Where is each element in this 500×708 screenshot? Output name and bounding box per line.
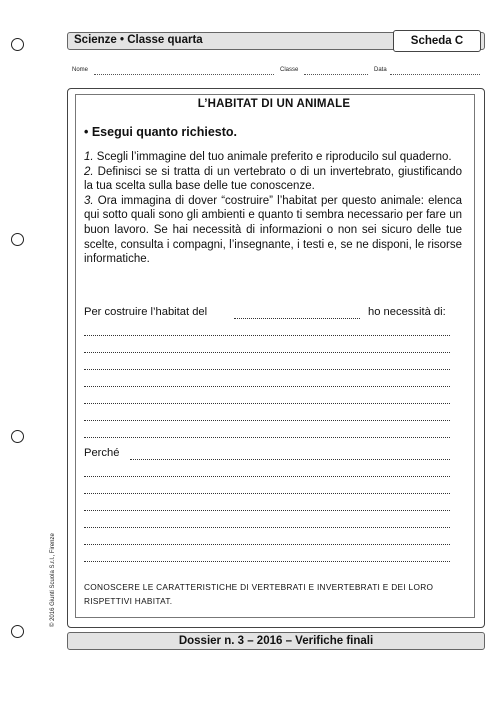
instruction-number: 1. (84, 151, 94, 163)
punch-hole-top (11, 38, 24, 51)
answer-line[interactable] (84, 352, 450, 353)
prompt-habitat-start: Per costruire l’habitat del (84, 306, 208, 318)
instruction-3 (84, 194, 462, 267)
perche-line[interactable] (130, 459, 450, 460)
instruction-number: 2. (84, 165, 94, 178)
scheda-label: Scheda C (393, 30, 481, 52)
worksheet-title: L’HABITAT DI UN ANIMALE (197, 98, 351, 110)
instruction-text: Ora immagina di dover “costruire” l’habitat per questo animale: elenca qui sotto quali sono gli ambienti e quanto ti sembra necessario per fare un buon lavoro. Se hai necessità di informazioni o non sei sicuro delle tue scelte, consulta i compagni, l’insegnante, i testi e, se ne disponi, le risorse informatiche. (84, 194, 462, 266)
skills-objective: CONOSCERE LE CARATTERISTICHE DI VERTEBRATI E INVERTEBRATI E DEI LORO RISPETTIVI HABITAT. (84, 582, 434, 606)
data-label: Data (374, 67, 387, 73)
copyright-text: © 2016 Giunti Scuola S.r.l., Firenze (50, 533, 56, 627)
prompt-perche: Perché (84, 447, 120, 459)
instruction-2 (84, 165, 462, 194)
instruction-text: Scegli l’immagine del tuo animale preferito e riproducilo sul quaderno. (93, 151, 452, 163)
instructions (84, 150, 462, 267)
classe-field[interactable] (304, 74, 368, 75)
data-field[interactable] (390, 74, 480, 75)
answer-line[interactable] (84, 561, 450, 562)
instruction-1 (84, 150, 462, 165)
classe-label: Classe (280, 67, 299, 73)
task-bullet: • Esegui quanto richiesto. (84, 125, 238, 139)
answer-line[interactable] (84, 369, 450, 370)
answer-line[interactable] (84, 420, 450, 421)
footer-bar: Dossier n. 3 – 2016 – Verifiche finali (67, 632, 485, 650)
copyright (50, 533, 56, 627)
answer-line[interactable] (84, 386, 450, 387)
animal-blank[interactable] (234, 318, 360, 319)
instruction-number: 3. (84, 194, 94, 207)
answer-line[interactable] (84, 527, 450, 528)
answer-line[interactable] (84, 335, 450, 336)
punch-hole-upper-middle (11, 233, 24, 246)
nome-field[interactable] (94, 74, 274, 75)
prompt-habitat-end: ho necessità di: (368, 306, 446, 318)
nome-label: Nome (72, 67, 89, 73)
answer-line[interactable] (84, 510, 450, 511)
subject-title: Scienze • Classe quarta (74, 34, 203, 46)
answer-line[interactable] (84, 403, 450, 404)
instruction-text: Definisci se si tratta di un vertebrato o di un invertebrato, giustificando la tua scelta sulla base delle tue conoscenze. (84, 165, 462, 193)
answer-line[interactable] (84, 476, 450, 477)
answer-line[interactable] (84, 544, 450, 545)
answer-line[interactable] (84, 437, 450, 438)
punch-hole-bottom (11, 625, 24, 638)
answer-line[interactable] (84, 493, 450, 494)
punch-hole-lower-middle (11, 430, 24, 443)
